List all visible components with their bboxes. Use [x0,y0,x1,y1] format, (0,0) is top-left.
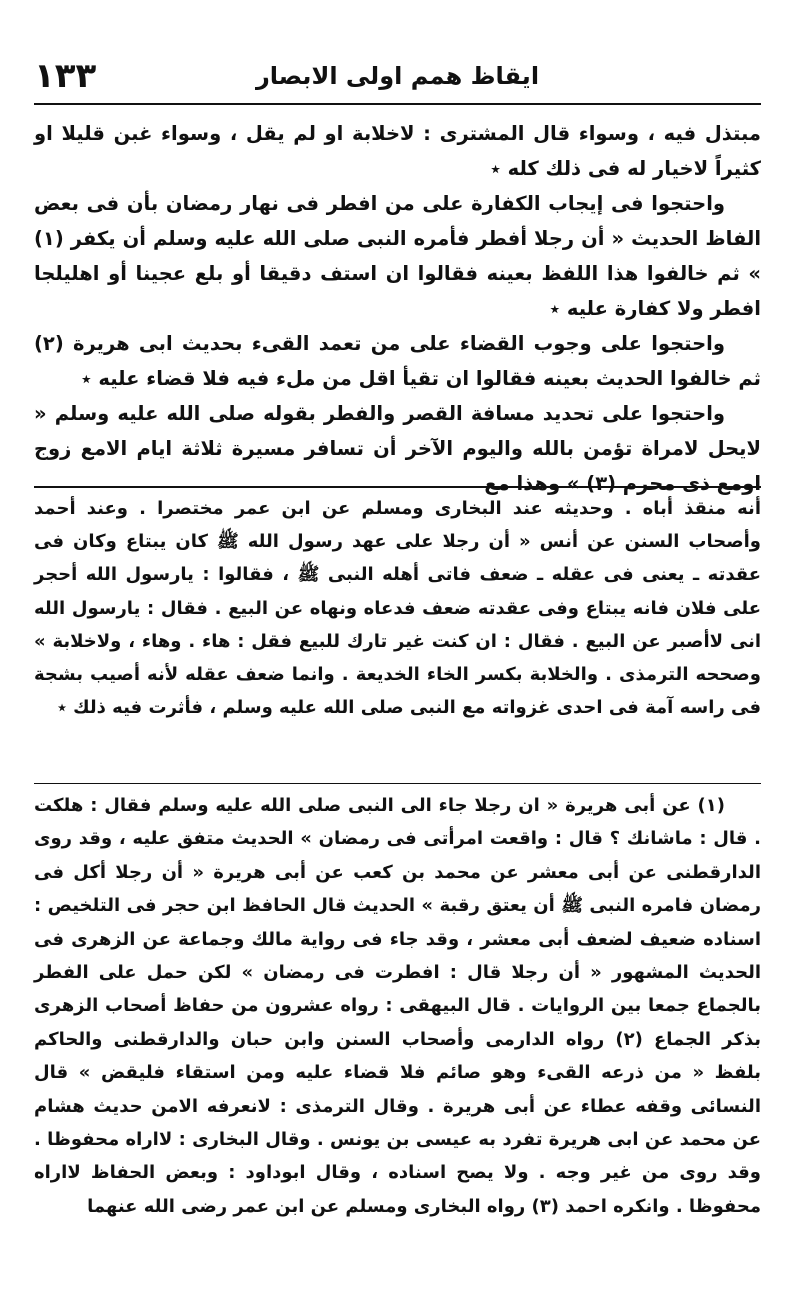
paragraph: واحتجوا فى إيجاب الكفارة على من افطر فى نهار رمضان بأن فى بعض الفاظ الحديث « أن رجلا أفطر فأمره النبى صلى الله عليه وسلم أن يكفر (١) » ثم خالفوا هذا اللفظ بعينه فقالوا ان استف دقيقا أو بلع عجينا أو اهليلجا افطر ولا كفارة عليه ٭ [34,192,761,320]
footnotes [34,789,761,1223]
main-text [34,116,761,501]
footnote-divider [34,486,761,488]
footnote-continuation [34,492,761,724]
paragraph: واحتجوا على وجوب القضاء على من تعمد القىء بحديث ابى هريرة (٢) ثم خالفوا الحديث بعينه فقالوا ان تقيأ اقل من ملء فيه فلا قضاء عليه ٭ [34,332,761,390]
running-title: ايقاظ همم اولى الابصار [255,62,540,90]
footnote-divider [34,783,761,784]
footnote-paragraph: (١) عن أبى هريرة « ان رجلا جاء الى النبى صلى الله عليه وسلم فقال : هلكت . قال : ماشانك ؟ قال : واقعت امرأتى فى رمضان » الحديث متفق عليه ، وقد روى الدارقطنى عن أبى معشر عن محمد بن كعب عن أبى هريرة « أن رجلا أكل فى رمضان فامره النبى ﷺ أن يعتق رقبة » الحديث قال الحافظ ابن حجر فى التلخيص : اسناده ضعيف لضعف أبى معشر ، وقد جاء فى رواية مالك وجماعة عن الزهرى فى الحديث المشهور « أن رجلا قال : افطرت فى رمضان » لكن حمل على الفطر بالجماع جمعا بين الروايات . قال البيهقى : رواه عشرون من حفاظ أصحاب الزهرى بذكر الجماع (٢) رواه الدارمى وأصحاب السنن وابن حبان والدارقطنى والحاكم بلفظ « من ذرعه القىء وهو صائم فلا قضاء عليه ومن استقاء فليقض » قال النسائى وقفه عطاء عن أبى هريرة . وقال الترمذى : لانعرفه الامن حديث هشام عن محمد عن ابى هريرة تفرد به عيسى بن يونس . وقال البخارى : لااراه محفوظا . وقد روى من غير وجه . ولا يصح اسناده ، وقال ابوداود : وبعض الحفاظ لااراه محفوظا . وانكره احمد (٣) رواه البخارى ومسلم عن ابن عمر رضى الله عنهما [34,795,761,1217]
paragraph: مبتذل فيه ، وسواء قال المشترى : لاخلابة او لم يقل ، وسواء غبن قليلا او كثيراً لاخيار له فى ذلك كله ٭ [34,122,761,180]
page-header [34,58,761,100]
page-number: ١٣٣ [34,56,97,96]
header-divider [34,103,761,105]
paragraph: واحتجوا على تحديد مسافة القصر والفطر بقوله صلى الله عليه وسلم « لايحل لامراة تؤمن بالله واليوم الآخر أن تسافر مسيرة ثلاثة ايام الامع زوج اومع ذى محرم (٣) » وهذا مع [34,402,761,495]
footnote-paragraph: أنه منقذ أباه . وحديثه عند البخارى ومسلم عن ابن عمر مختصرا . وعند أحمد وأصحاب السنن عن أنس « أن رجلا على عهد رسول الله ﷺ كان يبتاع وكان فى عقدته ـ يعنى فى عقله ـ ضعف فاتى أهله النبى ﷺ ، فقالوا : يارسول الله أحجر على فلان فانه يبتاع وفى عقدته ضعف فدعاه ونهاه عن البيع . فقال : يارسول الله انى لاأصبر عن البيع . فقال : ان كنت غير تارك للبيع فقل : هاء . وهاء ، ولاخلابة » وصححه الترمذى . والخلابة بكسر الخاء الخديعة . وانما ضعف عقله لأنه أصيب بشجة فى راسه آمة فى احدى غزواته مع النبى صلى الله عليه وسلم ، فأثرت فيه ذلك ٭ [34,498,761,719]
